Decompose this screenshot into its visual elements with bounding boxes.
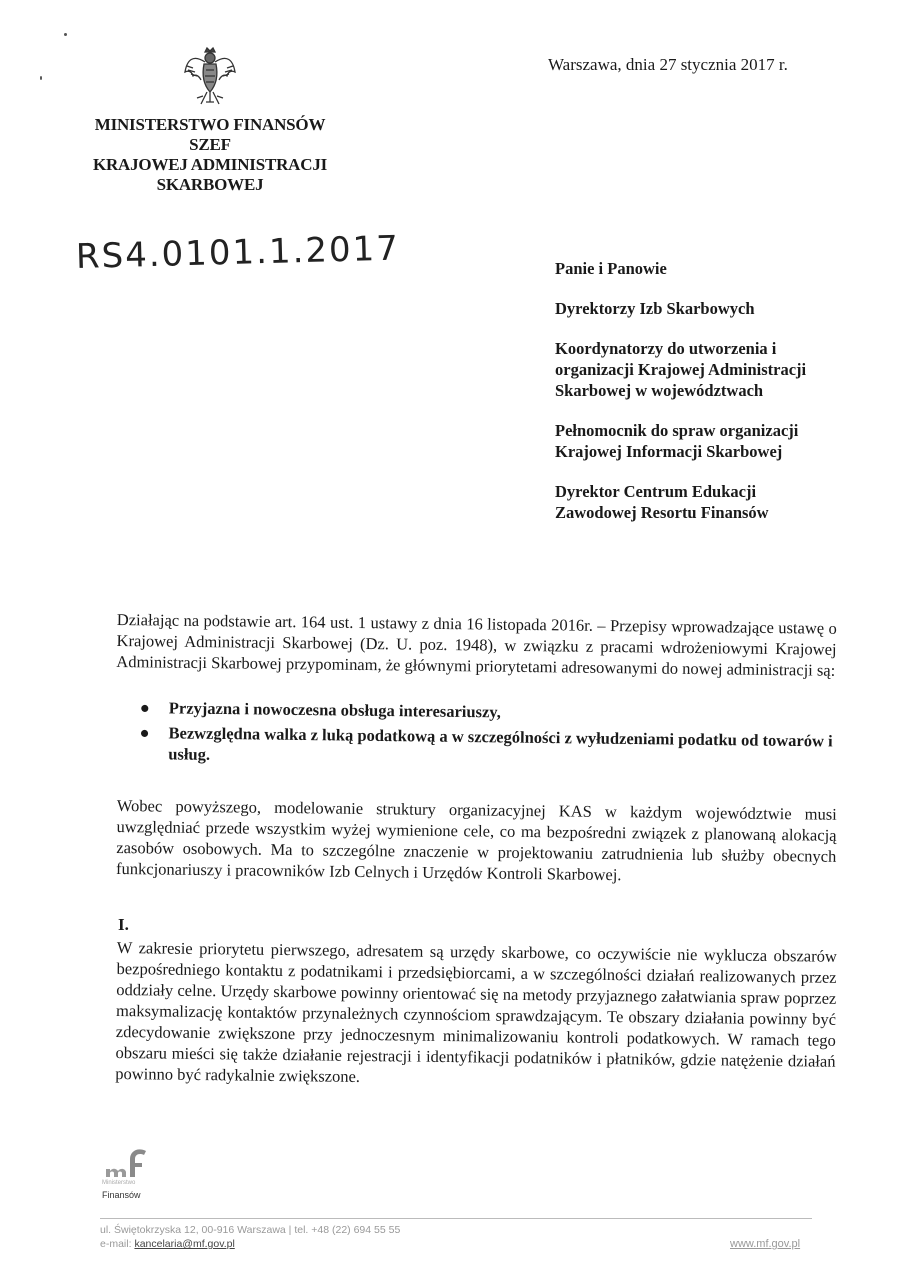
scan-speck bbox=[40, 76, 42, 80]
scan-speck bbox=[64, 33, 67, 36]
bullet-icon: ● bbox=[139, 722, 150, 743]
priority-list bbox=[139, 697, 840, 777]
recipient bbox=[555, 258, 855, 279]
reference-number: RS4.0101.1.2017 bbox=[75, 228, 401, 277]
logo-sublabel: Ministerstwo bbox=[102, 1180, 136, 1186]
recipient-line: Dyrektor Centrum Edukacji bbox=[555, 482, 757, 501]
recipients-block bbox=[555, 258, 855, 542]
body-paragraph-priority-one: W zakresie priorytetu pierwszego, adresatem są urzędy skarbowe, co oczywiście nie wyklucza obszarów bezpośredniego kontaktu z podatnikami i przedsiębiorcami, a w szczególności działań realizowanych przez oddziały celne. Urzędy skarbowe powinny orientować się na metody przyjaznego załatwiania spraw poprzez maksymalizację kontaktów przynależnych czynnościom sprawdzającym. Te obszary działania powinny być zdecydowanie zwiększone przy jednoczesnym minimalizowaniu kontroli podatkowych. W ramach tego obszaru mieści się także działanie rejestracji i identyfikacji podatników i płatników, gdzie natężenie działań powinno być radykalnie zwiększone. bbox=[115, 937, 837, 1086]
recipient-line: organizacji Krajowej Administracji bbox=[555, 360, 807, 379]
ministry-line: KRAJOWEJ ADMINISTRACJI bbox=[92, 155, 328, 174]
email-prefix: e-mail: bbox=[100, 1238, 135, 1250]
ministry-header bbox=[70, 115, 350, 195]
recipient-line: Koordynatorzy do utworzenia i bbox=[555, 339, 777, 358]
footer-address: ul. Świętokrzyska 12, 00-916 Warszawa | tel. +48 (22) 694 55 55 bbox=[100, 1224, 401, 1236]
priority-text: Bezwzględna walka z luką podatkową a w szczególności z wyłudzeniami podatku od towarów i usług. bbox=[168, 723, 833, 764]
footer-divider bbox=[100, 1218, 812, 1219]
polish-eagle-emblem-icon bbox=[183, 46, 237, 106]
recipient bbox=[555, 338, 855, 401]
priority-text: Przyjazna i nowoczesna obsługa interesariuszy, bbox=[168, 698, 501, 722]
priority-item bbox=[139, 722, 839, 773]
recipient-line: Krajowej Informacji Skarbowej bbox=[555, 442, 783, 461]
section-heading: I. bbox=[118, 915, 129, 934]
recipient bbox=[555, 420, 855, 462]
recipient bbox=[555, 481, 855, 523]
recipient-line: Pełnomocnik do spraw organizacji bbox=[555, 421, 799, 440]
recipient-line: Panie i Panowie bbox=[555, 259, 667, 278]
recipient bbox=[555, 298, 855, 319]
body-paragraph-structure: Wobec powyższego, modelowanie struktury organizacyjnej KAS w każdym województwie musi uwzględniać przede wszystkim wyżej wymienione cele, co ma bezpośredni związek z planowaną alokacją zasobów osobowych. Ma to szczególne znaczenie w projektowaniu zatrudnienia lub służby obecnych funkcjonariuszy i pracowników Izb Celnych i Urzędów Kontroli Skarbowej. bbox=[115, 795, 837, 885]
recipient-line: Dyrektorzy Izb Skarbowych bbox=[555, 299, 755, 318]
recipient-line: Zawodowej Resortu Finansów bbox=[555, 503, 769, 522]
letter-date: Warszawa, dnia 27 stycznia 2017 r. bbox=[548, 55, 788, 74]
ministry-line: SZEF bbox=[189, 135, 231, 154]
footer-email bbox=[100, 1238, 235, 1250]
website-link[interactable]: www.mf.gov.pl bbox=[730, 1238, 801, 1250]
priority-item bbox=[140, 697, 840, 727]
ministry-line: MINISTERSTWO FINANSÓW bbox=[94, 115, 326, 134]
email-link[interactable]: kancelaria@mf.gov.pl bbox=[134, 1238, 235, 1250]
bullet-icon: ● bbox=[139, 697, 150, 718]
logo-label: Finansów bbox=[102, 1190, 141, 1200]
recipient-line: Skarbowej w województwach bbox=[555, 381, 764, 400]
ministry-line: SKARBOWEJ bbox=[156, 175, 264, 194]
body-paragraph-intro: Działając na podstawie art. 164 ust. 1 ustawy z dnia 16 listopada 2016r. – Przepisy wprowadzające ustawę o Krajowej Administracji Skarbowej (Dz. U. poz. 1948), w związku z pracami wdrożeniowymi Krajowej Administracji Skarbowej przypominam, że głównymi priorytetami adresowanymi do nowej administracji są: bbox=[116, 609, 837, 680]
